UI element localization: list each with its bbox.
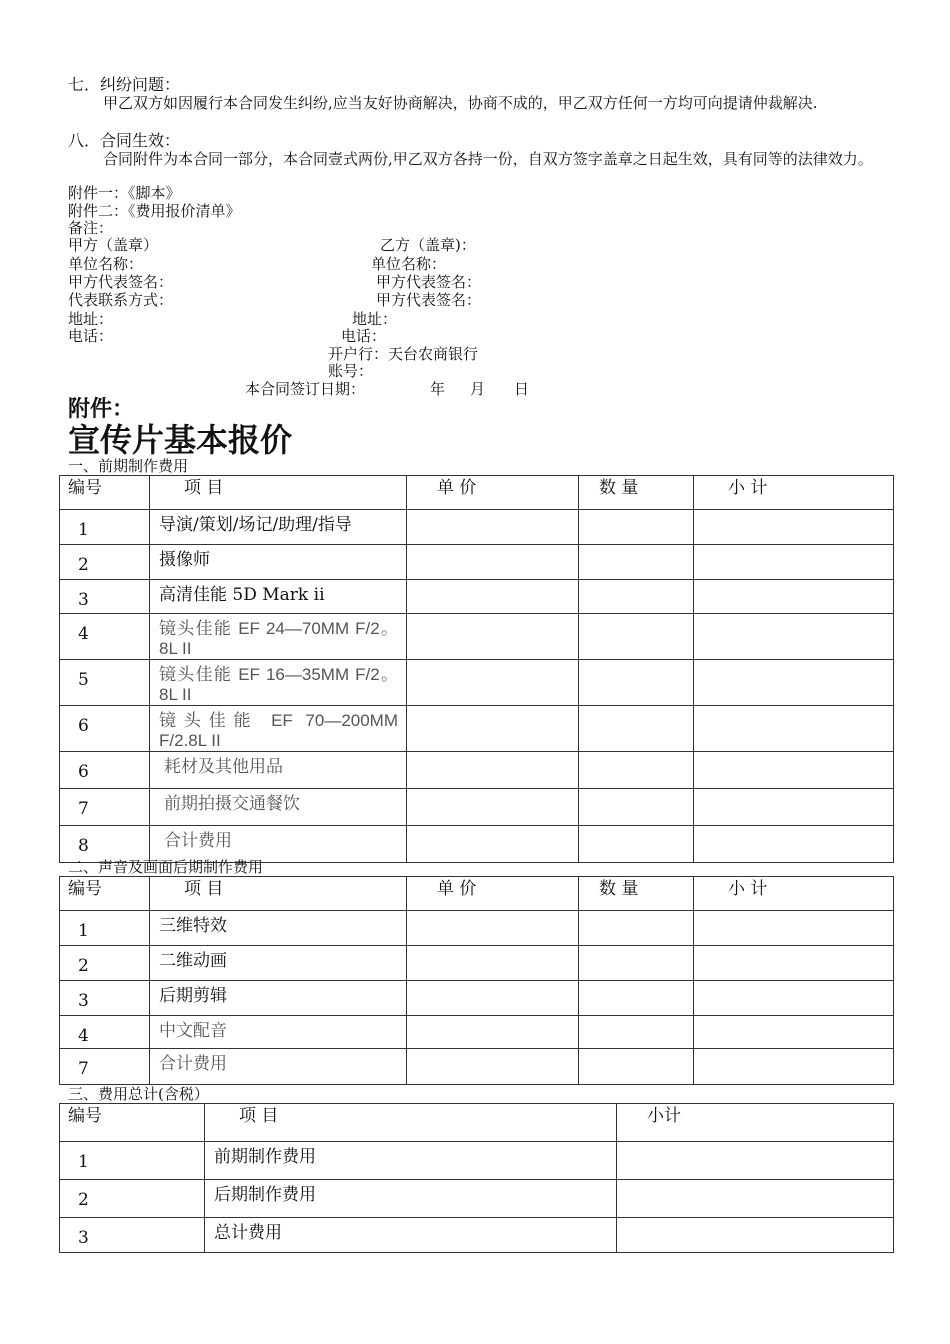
row-no: 3 bbox=[78, 991, 89, 1011]
table-row bbox=[60, 1016, 894, 1049]
subtotal-cell[interactable] bbox=[694, 752, 894, 789]
row-no: 1 bbox=[78, 921, 89, 941]
table-row bbox=[60, 789, 894, 826]
quantity-cell[interactable] bbox=[579, 545, 694, 580]
header-subtotal: 小计 bbox=[647, 1106, 681, 1126]
unit-price-cell[interactable] bbox=[407, 510, 579, 545]
table-row bbox=[60, 1218, 894, 1253]
subtotal-cell[interactable] bbox=[694, 706, 894, 752]
header-subtotal: 小 计 bbox=[728, 879, 768, 899]
party-a-address: 地址： bbox=[68, 310, 114, 328]
row-item: 导演/策划/场记/助理/指导 bbox=[159, 515, 352, 535]
row-item: 高清佳能 5D Mark ii bbox=[159, 585, 325, 605]
row-item: 合计费用 bbox=[164, 831, 232, 851]
row-item: 三维特效 bbox=[159, 916, 227, 936]
table-header-row bbox=[60, 476, 894, 510]
table-row bbox=[60, 706, 894, 752]
header-no: 编号 bbox=[68, 1106, 102, 1126]
row-no: 5 bbox=[78, 670, 89, 690]
table-row bbox=[60, 1049, 894, 1085]
quantity-cell[interactable] bbox=[579, 510, 694, 545]
page-title: 宣传片基本报价 bbox=[68, 421, 293, 459]
unit-price-cell[interactable] bbox=[407, 789, 579, 826]
party-a-rep: 甲方代表签名： bbox=[68, 273, 174, 291]
row-no: 2 bbox=[78, 555, 89, 575]
quantity-cell[interactable] bbox=[579, 789, 694, 826]
quantity-cell[interactable] bbox=[579, 946, 694, 981]
header-unit-price: 单 价 bbox=[437, 478, 477, 498]
row-item: 中文配音 bbox=[159, 1021, 227, 1041]
quantity-cell[interactable] bbox=[579, 580, 694, 614]
quantity-cell[interactable] bbox=[579, 981, 694, 1016]
row-no: 6 bbox=[78, 716, 89, 736]
row-item: 镜头佳能 EF 16—35MM F/2。8L II bbox=[159, 665, 398, 704]
row-no: 7 bbox=[78, 1059, 89, 1079]
section8-text: 合同附件为本合同一部分，本合同壹式两份,甲乙双方各持一份，自双方签字盖章之日起生效，具有同等的法律效力。 bbox=[103, 150, 873, 168]
header-item: 项 目 bbox=[239, 1106, 279, 1126]
unit-price-cell[interactable] bbox=[407, 1016, 579, 1049]
section8-heading: 八．合同生效： bbox=[68, 131, 181, 150]
unit-price-cell[interactable] bbox=[407, 706, 579, 752]
bank-name: 开户行：天台农商银行 bbox=[328, 345, 479, 363]
row-no: 1 bbox=[78, 520, 89, 540]
post-production-table bbox=[59, 876, 894, 1085]
party-a-seal: 甲方（盖章） bbox=[68, 236, 159, 254]
quantity-cell[interactable] bbox=[579, 826, 694, 863]
unit-price-cell[interactable] bbox=[407, 545, 579, 580]
subtotal-cell[interactable] bbox=[694, 826, 894, 863]
row-item: 前期制作费用 bbox=[214, 1147, 316, 1167]
unit-price-cell[interactable] bbox=[407, 826, 579, 863]
date-month: 月 bbox=[470, 380, 486, 398]
table-row bbox=[60, 826, 894, 863]
unit-price-cell[interactable] bbox=[407, 1049, 579, 1085]
row-item: 镜头佳能 EF 24—70MM F/2。8L II bbox=[159, 619, 398, 658]
quantity-cell[interactable] bbox=[579, 1049, 694, 1085]
row-no: 4 bbox=[78, 1026, 89, 1046]
attachment-2: 附件二：《费用报价清单》 bbox=[68, 202, 241, 220]
total-cost-table bbox=[59, 1103, 894, 1253]
header-item: 项 目 bbox=[184, 879, 224, 899]
table1-caption: 一、前期制作费用 bbox=[68, 457, 189, 475]
row-item: 摄像师 bbox=[159, 550, 210, 570]
table-row bbox=[60, 981, 894, 1016]
signing-date-label: 本合同签订日期： bbox=[245, 380, 366, 398]
unit-price-cell[interactable] bbox=[407, 981, 579, 1016]
header-no: 编号 bbox=[68, 478, 102, 498]
header-no: 编号 bbox=[68, 879, 102, 899]
table-row bbox=[60, 752, 894, 789]
subtotal-cell[interactable] bbox=[694, 1049, 894, 1085]
unit-price-cell[interactable] bbox=[407, 752, 579, 789]
subtotal-cell[interactable] bbox=[617, 1180, 894, 1218]
row-item: 二维动画 bbox=[159, 951, 227, 971]
subtotal-cell[interactable] bbox=[617, 1142, 894, 1180]
row-item: 后期剪辑 bbox=[159, 986, 227, 1006]
row-no: 3 bbox=[78, 590, 89, 610]
subtotal-cell[interactable] bbox=[694, 981, 894, 1016]
subtotal-cell[interactable] bbox=[694, 946, 894, 981]
unit-price-cell[interactable] bbox=[407, 946, 579, 981]
attachment-1: 附件一：《脚本》 bbox=[68, 184, 181, 202]
table-row bbox=[60, 660, 894, 706]
quantity-cell[interactable] bbox=[579, 660, 694, 706]
subtotal-cell[interactable] bbox=[694, 614, 894, 660]
header-item: 项 目 bbox=[184, 478, 224, 498]
table3-caption: 三、费用总计(含税） bbox=[68, 1085, 209, 1103]
subtotal-cell[interactable] bbox=[694, 911, 894, 946]
header-unit-price: 单 价 bbox=[437, 879, 477, 899]
row-no: 2 bbox=[78, 1190, 89, 1210]
row-item: 后期制作费用 bbox=[214, 1185, 316, 1205]
subtotal-cell[interactable] bbox=[694, 660, 894, 706]
party-a-unit: 单位名称： bbox=[68, 255, 144, 273]
pre-production-table bbox=[59, 475, 894, 863]
party-b-rep-2: 甲方代表签名： bbox=[376, 291, 482, 309]
party-a-phone: 电话： bbox=[68, 327, 114, 345]
table-row bbox=[60, 1180, 894, 1218]
section7-text: 甲乙双方如因履行本合同发生纠纷,应当友好协商解决，协商不成的，甲乙双方任何一方均可向提请仲裁解决. bbox=[103, 94, 818, 112]
table-row bbox=[60, 946, 894, 981]
subtotal-cell[interactable] bbox=[694, 1016, 894, 1049]
row-no: 6 bbox=[78, 762, 89, 782]
appendix-label: 附件： bbox=[68, 397, 135, 422]
quantity-cell[interactable] bbox=[579, 752, 694, 789]
date-year: 年 bbox=[430, 380, 446, 398]
row-no: 8 bbox=[78, 836, 89, 856]
party-b-phone: 电话： bbox=[341, 327, 387, 345]
party-b-rep: 甲方代表签名： bbox=[376, 273, 482, 291]
row-item: 耗材及其他用品 bbox=[164, 757, 283, 777]
subtotal-cell[interactable] bbox=[694, 789, 894, 826]
subtotal-cell[interactable] bbox=[694, 510, 894, 545]
subtotal-cell[interactable] bbox=[694, 580, 894, 614]
table-row bbox=[60, 545, 894, 580]
table-header-row bbox=[60, 877, 894, 911]
row-no: 4 bbox=[78, 624, 89, 644]
quantity-cell[interactable] bbox=[579, 706, 694, 752]
subtotal-cell[interactable] bbox=[617, 1218, 894, 1253]
quantity-cell[interactable] bbox=[579, 911, 694, 946]
party-b-address: 地址： bbox=[352, 310, 398, 328]
remarks-label: 备注： bbox=[68, 219, 114, 237]
header-subtotal: 小 计 bbox=[728, 478, 768, 498]
quantity-cell[interactable] bbox=[579, 614, 694, 660]
party-a-contact: 代表联系方式： bbox=[68, 291, 174, 309]
party-b-seal: 乙方（盖章)： bbox=[380, 236, 476, 254]
header-quantity: 数 量 bbox=[599, 879, 639, 899]
unit-price-cell[interactable] bbox=[407, 660, 579, 706]
section7-heading: 七．纠纷问题： bbox=[68, 75, 181, 94]
row-no: 3 bbox=[78, 1228, 89, 1248]
row-item: 镜头佳能 EF 70—200MM F/2.8L II bbox=[159, 711, 398, 750]
table-row bbox=[60, 911, 894, 946]
unit-price-cell[interactable] bbox=[407, 580, 579, 614]
row-no: 1 bbox=[78, 1152, 89, 1172]
account-number: 账号： bbox=[328, 362, 374, 380]
table-row bbox=[60, 580, 894, 614]
row-item: 前期拍摄交通餐饮 bbox=[164, 794, 300, 814]
table-row bbox=[60, 614, 894, 660]
party-b-unit: 单位名称： bbox=[371, 255, 447, 273]
unit-price-cell[interactable] bbox=[407, 911, 579, 946]
table-row bbox=[60, 510, 894, 545]
date-day: 日 bbox=[514, 380, 530, 398]
row-no: 7 bbox=[78, 799, 89, 819]
header-quantity: 数 量 bbox=[599, 478, 639, 498]
table-row bbox=[60, 1142, 894, 1180]
unit-price-cell[interactable] bbox=[407, 614, 579, 660]
subtotal-cell[interactable] bbox=[694, 545, 894, 580]
row-no: 2 bbox=[78, 956, 89, 976]
table2-caption: 二、声音及画面后期制作费用 bbox=[68, 858, 264, 876]
quantity-cell[interactable] bbox=[579, 1016, 694, 1049]
row-item: 合计费用 bbox=[159, 1054, 227, 1074]
row-item: 总计费用 bbox=[214, 1223, 282, 1243]
table-header-row bbox=[60, 1104, 894, 1142]
